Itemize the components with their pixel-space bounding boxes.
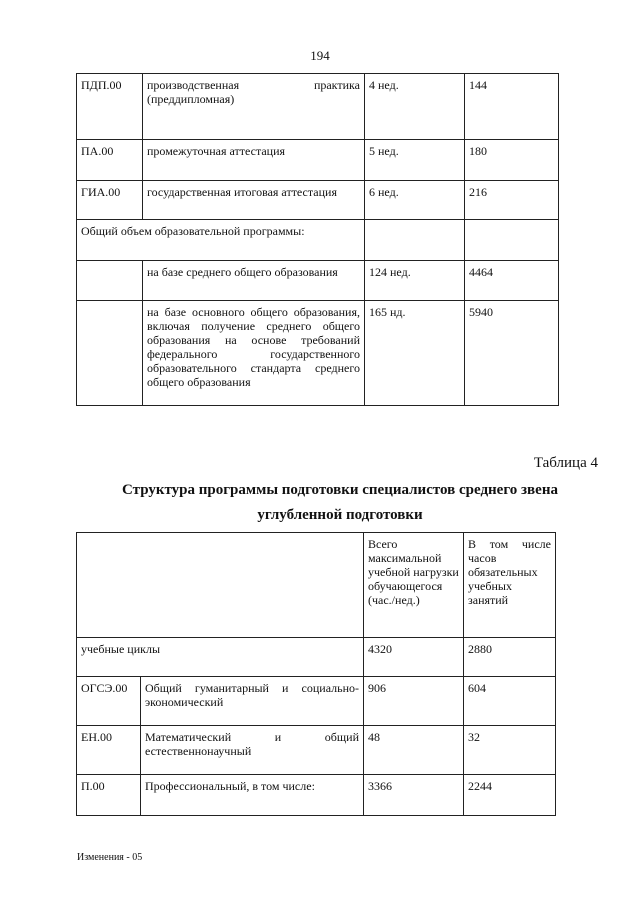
cell-required: 2244 bbox=[464, 775, 556, 816]
table-row bbox=[77, 677, 556, 726]
table-header-row bbox=[77, 533, 556, 638]
cell-empty bbox=[365, 220, 465, 261]
cell-code: П.00 bbox=[77, 775, 141, 816]
table-row bbox=[77, 638, 556, 677]
table-row bbox=[77, 181, 559, 220]
cell-required: 604 bbox=[464, 677, 556, 726]
table-row bbox=[77, 140, 559, 181]
cell-hours: 144 bbox=[465, 74, 559, 140]
cell-name: Математический и общий естественнонаучный bbox=[141, 726, 364, 775]
table-row bbox=[77, 726, 556, 775]
cell-hours: 4464 bbox=[465, 261, 559, 301]
cell-name: на базе основного общего образования, включая получение среднего общего образования на основе требований федерального государственного образовательного стандарта среднего общего образования bbox=[143, 301, 365, 406]
cell-name: Общий гуманитарный и социально-экономический bbox=[141, 677, 364, 726]
table-row bbox=[77, 775, 556, 816]
cell-total: 3366 bbox=[364, 775, 464, 816]
program-structure-table bbox=[76, 532, 556, 816]
cell-name: Профессиональный, в том числе: bbox=[141, 775, 364, 816]
cell-duration: 4 нед. bbox=[365, 74, 465, 140]
footer-note: Изменения - 05 bbox=[77, 852, 143, 863]
table-label: Таблица 4 bbox=[533, 455, 598, 471]
cell-duration: 5 нед. bbox=[365, 140, 465, 181]
table-row bbox=[77, 301, 559, 406]
name-line: производственная практика bbox=[147, 78, 360, 92]
name-line: (преддипломная) bbox=[147, 92, 235, 106]
cell-cycles-label: учебные циклы bbox=[77, 638, 364, 677]
cell-code: ЕН.00 bbox=[77, 726, 141, 775]
cell-hours: 180 bbox=[465, 140, 559, 181]
cell-duration: 124 нед. bbox=[365, 261, 465, 301]
cell-name: промежуточная аттестация bbox=[143, 140, 365, 181]
page-number: 194 bbox=[310, 48, 330, 63]
table-row bbox=[77, 261, 559, 301]
cell-empty bbox=[77, 301, 143, 406]
program-volume-table bbox=[76, 73, 559, 406]
cell-total: 906 bbox=[364, 677, 464, 726]
cell-name: на базе среднего общего образования bbox=[143, 261, 365, 301]
cell-hours: 5940 bbox=[465, 301, 559, 406]
cell-name bbox=[143, 74, 365, 140]
cell-required: 32 bbox=[464, 726, 556, 775]
cell-total: 4320 bbox=[364, 638, 464, 677]
cell-code: ПА.00 bbox=[77, 140, 143, 181]
cell-hours: 216 bbox=[465, 181, 559, 220]
header-total: Всего максимальной учебной нагрузки обучающегося (час./нед.) bbox=[364, 533, 464, 638]
cell-name: государственная итоговая аттестация bbox=[143, 181, 365, 220]
cell-code: ПДП.00 bbox=[77, 74, 143, 140]
cell-code: ОГСЭ.00 bbox=[77, 677, 141, 726]
cell-empty bbox=[77, 261, 143, 301]
table-row bbox=[77, 220, 559, 261]
cell-empty bbox=[77, 533, 364, 638]
cell-total: 48 bbox=[364, 726, 464, 775]
cell-required: 2880 bbox=[464, 638, 556, 677]
cell-code: ГИА.00 bbox=[77, 181, 143, 220]
table-title: Структура программы подготовки специалистов среднего звена bbox=[122, 482, 558, 498]
cell-total-label: Общий объем образовательной программы: bbox=[77, 220, 365, 261]
header-required: В том числе часов обязательных учебных занятий bbox=[464, 533, 556, 638]
table-row bbox=[77, 74, 559, 140]
cell-duration: 6 нед. bbox=[365, 181, 465, 220]
cell-empty bbox=[465, 220, 559, 261]
cell-duration: 165 нд. bbox=[365, 301, 465, 406]
table-title-line2: углубленной подготовки bbox=[257, 507, 423, 523]
